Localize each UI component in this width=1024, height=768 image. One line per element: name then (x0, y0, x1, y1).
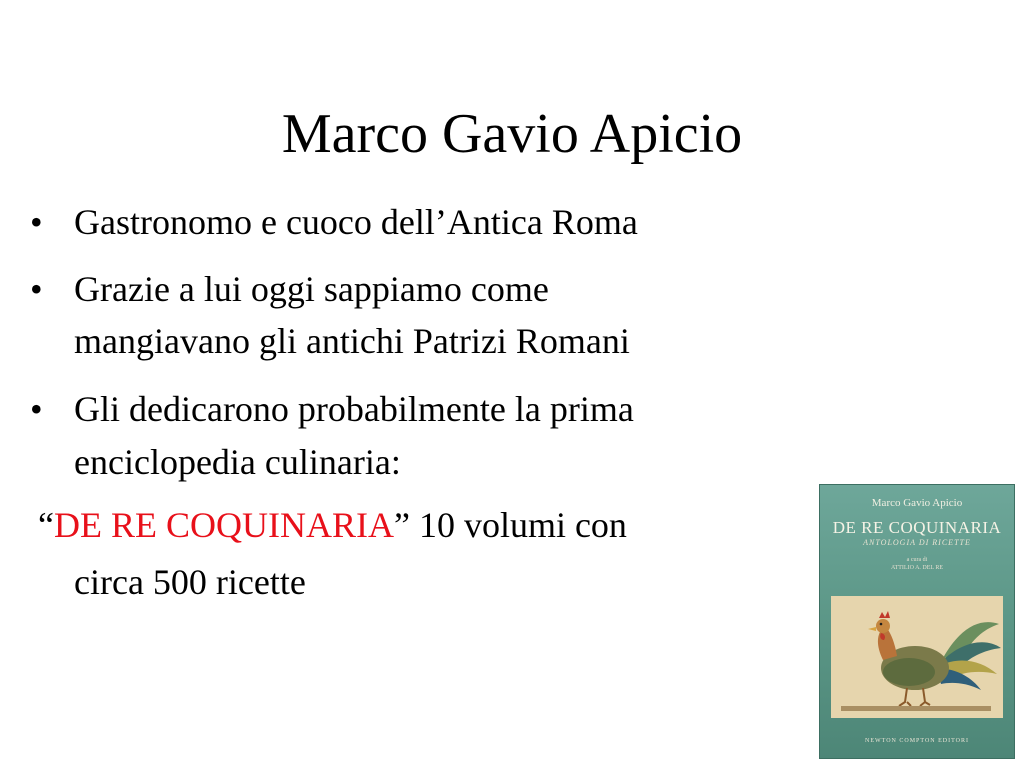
book-author: Marco Gavio Apicio (871, 497, 963, 509)
rooster-mosaic-illustration (831, 596, 1003, 718)
bullet-3-line-2: enciclopedia culinaria: (74, 442, 401, 482)
bullet-glyph: • (30, 202, 43, 242)
book-editor-label: a cura di (906, 557, 928, 563)
book-title-highlight: DE RE COQUINARIA (53, 505, 394, 545)
book-publisher: NEWTON COMPTON EDITORI (865, 738, 969, 744)
quote-continuation: circa 500 ricette (74, 562, 306, 602)
book-editor-name: ATTILIO A. DEL RE (890, 565, 944, 571)
book-title: DE RE COQUINARIA (832, 518, 1002, 537)
bullet-glyph: • (30, 269, 43, 309)
quote-line (38, 503, 627, 547)
bullet-2-line-1: Grazie a lui oggi sappiamo come (74, 269, 549, 309)
quote-rest: ” 10 volumi con (393, 505, 627, 545)
rooster-icon (831, 596, 1003, 718)
book-editor (819, 556, 1015, 572)
book-subtitle: ANTOLOGIA DI RICETTE (863, 538, 971, 547)
bullet-2-line-2: mangiavano gli antichi Patrizi Romani (74, 321, 630, 361)
book-cover-image (819, 484, 1015, 759)
bullet-3-line-1: Gli dedicarono probabilmente la prima (74, 389, 634, 429)
quote-open-mark: “ (38, 505, 54, 545)
bullet-glyph: • (30, 389, 43, 429)
bullet-1-line-1: Gastronomo e cuoco dell’Antica Roma (74, 202, 638, 242)
slide-title: Marco Gavio Apicio (281, 103, 743, 165)
